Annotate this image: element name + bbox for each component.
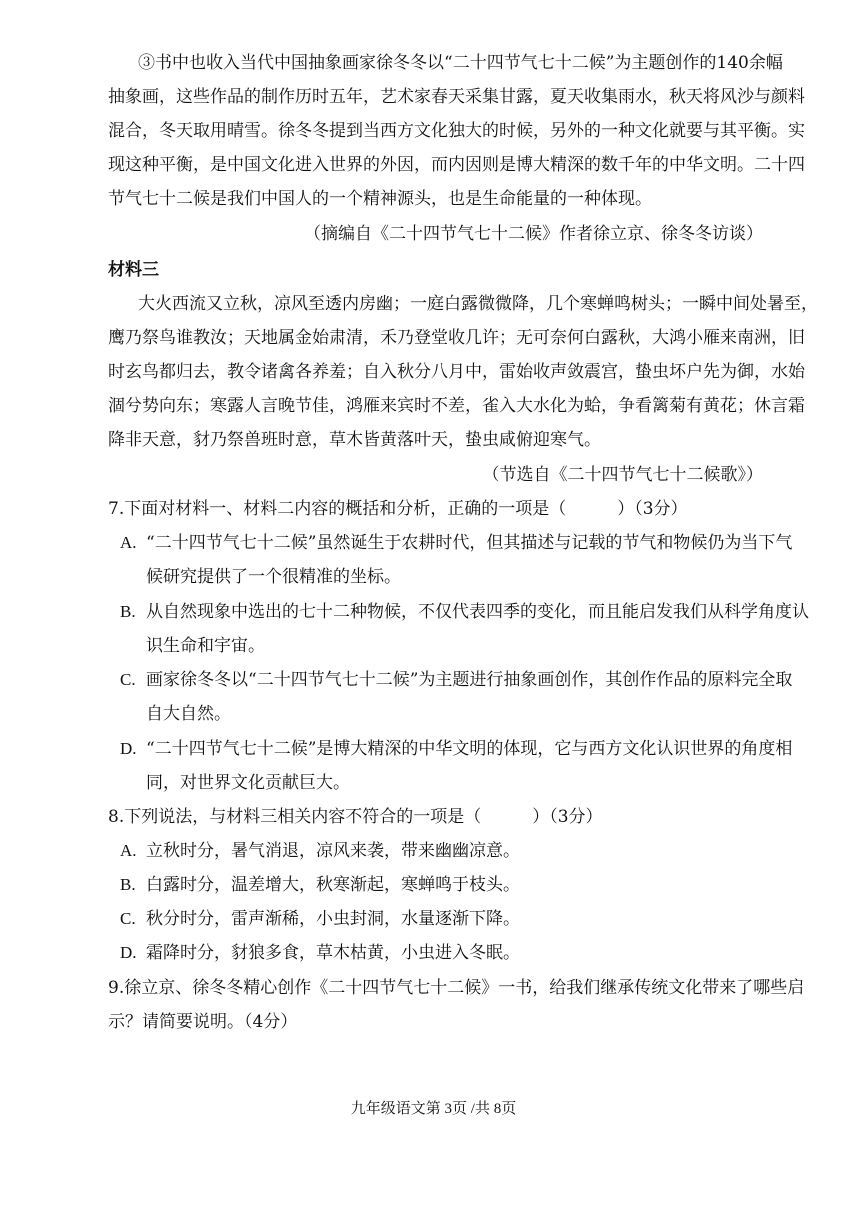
material3-line-1: 大火西流又立秋，凉风至透内房幽；一庭白露微微降，几个寒蝉鸣树头；一瞬中间处暑至， bbox=[138, 294, 818, 314]
q9-line-1: 9.徐立京、徐冬冬精心创作《二十四节气七十二候》一书，给我们继承传统文化带来了哪些启 bbox=[108, 978, 805, 998]
q9-line-2: 示？请简要说明。（4分） bbox=[108, 1012, 298, 1032]
option-label: A. bbox=[120, 533, 137, 552]
q7-option-a-cont: 候研究提供了一个很精准的坐标。 bbox=[146, 567, 401, 587]
material3-heading: 材料三 bbox=[108, 260, 159, 280]
q7-option-b bbox=[120, 600, 809, 624]
material3-line-3: 时玄鸟都归去，教令诸禽各养羞；自入秋分八月中，雷始收声敛震宫，蛰虫坏户先为御，水始 bbox=[108, 362, 805, 382]
q8-option-d bbox=[120, 941, 790, 965]
passage2-line-1: ③书中也收入当代中国抽象画家徐冬冬以“二十四节气七十二候”为主题创作的140余幅 bbox=[138, 53, 783, 73]
option-label: C. bbox=[120, 909, 136, 928]
option-text: “二十四节气七十二候”虽然诞生于农耕时代，但其描述与记载的节气和物候仍为当下气 bbox=[146, 533, 793, 553]
q7-option-b-cont: 识生命和宇宙。 bbox=[146, 636, 265, 656]
option-label: D. bbox=[120, 943, 137, 962]
option-label: B. bbox=[120, 875, 136, 894]
passage2-line-4: 现这种平衡，是中国文化进入世界的外因，而内因则是博大精深的数千年的中华文明。二十四 bbox=[108, 155, 805, 175]
passage2-line-2: 抽象画，这些作品的制作历时五年，艺术家春天采集甘露，夏天收集雨水，秋天将风沙与颜料 bbox=[108, 87, 805, 107]
page-footer: 九年级语文第 3页 /共 8页 bbox=[350, 1101, 517, 1117]
option-label: B. bbox=[120, 602, 136, 621]
q7-option-d-cont: 同，对世界文化贡献巨大。 bbox=[146, 773, 350, 793]
option-text: 画家徐冬冬以“二十四节气七十二候”为主题进行抽象画创作，其创作作品的原料完全取 bbox=[146, 670, 793, 690]
material3-source: （节选自《二十四节气七十二候歌》） bbox=[482, 465, 763, 485]
option-text: 秋分时分，雷声渐稀，小虫封洞，水量逐渐下降。 bbox=[146, 909, 520, 929]
q7-option-c-cont: 自大自然。 bbox=[146, 704, 231, 724]
material3-line-4: 涸兮势向东；寒露人言晚节佳，鸿雁来宾时不差，雀入大水化为蛤，争看篱菊有黄花；休言霜 bbox=[108, 396, 805, 416]
option-text: 立秋时分，暑气消退，凉风来袭，带来幽幽凉意。 bbox=[146, 841, 520, 861]
passage2-source: （摘编自《二十四节气七十二候》作者徐立京、徐冬冬访谈） bbox=[304, 224, 763, 244]
q8-stem: 8.下列说法，与材料三相关内容不符合的一项是（ ）（3分） bbox=[108, 807, 603, 827]
q7-option-d bbox=[120, 737, 793, 761]
q8-option-b bbox=[120, 873, 790, 897]
option-label: A. bbox=[120, 841, 137, 860]
option-text: 从自然现象中选出的七十二种物候，不仅代表四季的变化，而且能启发我们从科学角度认 bbox=[146, 602, 809, 622]
option-label: D. bbox=[120, 739, 137, 758]
passage2-line-3: 混合，冬天取用晴雪。徐冬冬提到当西方文化独大的时候，另外的一种文化就要与其平衡。实 bbox=[108, 121, 805, 141]
option-label: C. bbox=[120, 670, 136, 689]
option-text: 白露时分，温差增大，秋寒渐起，寒蝉鸣于枝头。 bbox=[146, 875, 520, 895]
option-text: 霜降时分，豺狼多食，草木枯黄，小虫进入冬眠。 bbox=[146, 943, 520, 963]
material3-line-5: 降非天意，豺乃祭兽班时意，草木皆黄落叶天，蛰虫咸俯迎寒气。 bbox=[108, 430, 601, 450]
q7-stem: 7.下面对材料一、材料二内容的概括和分析，正确的一项是（ ）（3分） bbox=[108, 499, 688, 519]
q7-option-c bbox=[120, 668, 793, 692]
passage2-line-5: 节气七十二候是我们中国人的一个精神源头，也是生命能量的一种体现。 bbox=[108, 189, 652, 209]
q8-option-a bbox=[120, 839, 790, 863]
option-text: “二十四节气七十二候”是博大精深的中华文明的体现，它与西方文化认识世界的角度相 bbox=[146, 739, 793, 759]
q8-option-c bbox=[120, 907, 790, 931]
q7-option-a bbox=[120, 531, 793, 555]
material3-line-2: 鹰乃祭鸟谁教汝；天地属金始肃清，禾乃登堂收几许；无可奈何白露秋，大鸿小雁来南洲，旧 bbox=[108, 328, 805, 348]
